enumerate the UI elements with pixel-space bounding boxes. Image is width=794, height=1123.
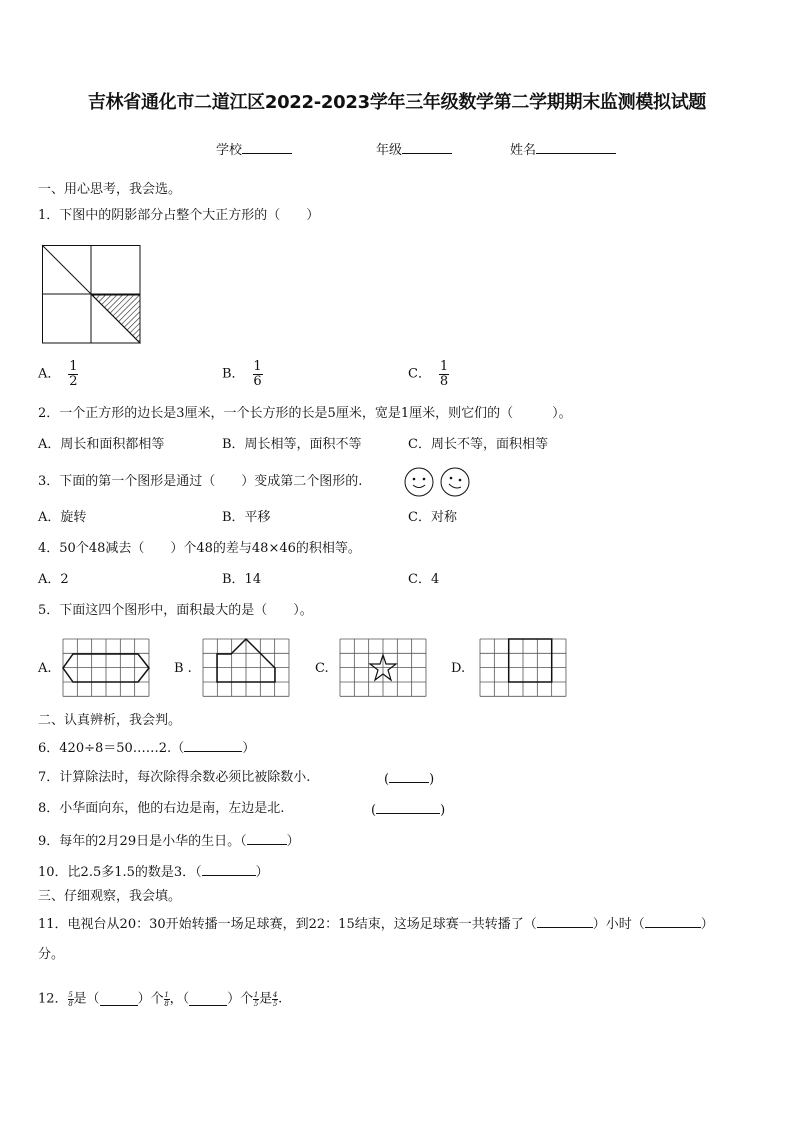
school-field <box>216 141 292 159</box>
question-4-stem: 4．50个48减去（ ）个48的差与48×46的积相等。 <box>38 541 361 556</box>
square-diagram <box>42 245 142 345</box>
smiley-faces-figure <box>404 467 472 499</box>
answer-blank-12b[interactable] <box>189 993 227 1006</box>
answer-blank-10[interactable] <box>202 863 256 876</box>
grid-figure-d <box>480 639 566 697</box>
question-4-option-c[interactable]: C．4 <box>408 572 440 587</box>
question-11-continued: 分。 <box>38 947 65 962</box>
question-2-option-a[interactable]: A．周长和面积都相等 <box>38 437 165 452</box>
question-5-option-b[interactable]: B . <box>174 661 192 676</box>
grid-figure-c <box>340 639 426 697</box>
answer-blank-11-hours[interactable] <box>537 915 593 928</box>
answer-blank-6[interactable] <box>184 739 242 752</box>
answer-blank-9[interactable] <box>247 832 287 845</box>
question-3-option-b[interactable]: B．平移 <box>222 510 271 525</box>
answer-blank-12a[interactable] <box>100 993 138 1006</box>
question-1-option-c[interactable]: C． $\frac{1}{8}$ <box>408 359 449 389</box>
smiley-face-1 <box>405 468 433 496</box>
question-1-option-b[interactable]: B． $\frac{1}{6}$ <box>222 359 262 389</box>
section-2-heading: 二、认真辨析，我会判。 <box>38 713 182 728</box>
section-3-heading: 三、仔细观察，我会填。 <box>38 889 182 904</box>
question-7-answer: ( ) <box>384 772 435 787</box>
page-title: 吉林省通化市二道江区2022-2023学年三年级数学第二学期期末监测模拟试题 <box>87 92 707 113</box>
question-3-stem: 3．下面的第一个图形是通过（ ）变成第二个图形的. <box>38 474 363 489</box>
section-1-heading: 一、用心思考，我会选。 <box>38 182 182 197</box>
question-4-option-b[interactable]: B．14 <box>222 572 262 587</box>
question-2-option-c[interactable]: C．周长不等，面积相等 <box>408 437 548 452</box>
smiley-face-2 <box>441 468 469 496</box>
question-7: 7．计算除法时，每次除得余数必须比被除数小. <box>38 770 311 785</box>
question-9: 9．每年的2月29日是小华的生日。（ ） <box>38 834 300 849</box>
question-12: 12． $\frac{5}{8}$ 是（ ）个 $\frac{1}{8}$ ，（ ）个 $\frac{1}{5}$ 是 $\frac{4}{5}$ . <box>38 991 283 1008</box>
grade-label: 年级 <box>376 143 403 158</box>
question-1-option-a[interactable]: A． $\frac{1}{2}$ <box>38 359 78 389</box>
question-2-stem: 2．一个正方形的边长是3厘米，一个长方形的长是5厘米，宽是1厘米，则它们的（ ）。 <box>38 406 572 421</box>
grid-c <box>340 639 426 696</box>
question-4-option-a[interactable]: A．2 <box>38 572 69 587</box>
rectangle-shape <box>509 639 552 682</box>
question-6: 6．420÷8＝50……2.（ ） <box>38 741 256 756</box>
question-8: 8．小华面向东，他的右边是南，左边是北. <box>38 801 285 816</box>
grid-figure-a <box>63 639 149 697</box>
name-label: 姓名 <box>510 143 537 158</box>
question-5-option-a[interactable]: A. <box>38 661 52 676</box>
question-11: 11．电视台从20：30开始转播一场足球赛，到22：15结束，这场足球赛一共转播了（ ）小时（ ） <box>38 917 714 932</box>
grid-b <box>203 639 289 696</box>
school-blank <box>242 141 292 154</box>
answer-blank-7[interactable] <box>389 770 429 783</box>
question-2-option-b[interactable]: B．周长相等，面积不等 <box>222 437 362 452</box>
name-blank <box>536 141 616 154</box>
grid-figure-b <box>203 639 289 697</box>
question-3-option-a[interactable]: A．旋转 <box>38 510 87 525</box>
question-8-answer: ( ) <box>371 803 446 818</box>
grade-blank <box>402 141 452 154</box>
question-3-option-c[interactable]: C．对称 <box>408 510 457 525</box>
question-10: 10．比2.5多1.5的数是3．（ ） <box>38 865 269 880</box>
name-field <box>510 141 616 159</box>
question-5-option-d[interactable]: D. <box>451 661 466 676</box>
school-label: 学校 <box>216 143 243 158</box>
grid-a <box>63 639 149 696</box>
question-5-option-c[interactable]: C. <box>315 661 329 676</box>
grid-d <box>480 639 566 696</box>
question-5-stem: 5．下面这四个图形中，面积最大的是（ ）。 <box>38 603 313 618</box>
question-1-stem: 1．下图中的阴影部分占整个大正方形的（ ） <box>38 208 320 223</box>
answer-blank-8[interactable] <box>376 801 440 814</box>
answer-blank-11-minutes[interactable] <box>645 915 701 928</box>
grade-field <box>376 141 452 159</box>
